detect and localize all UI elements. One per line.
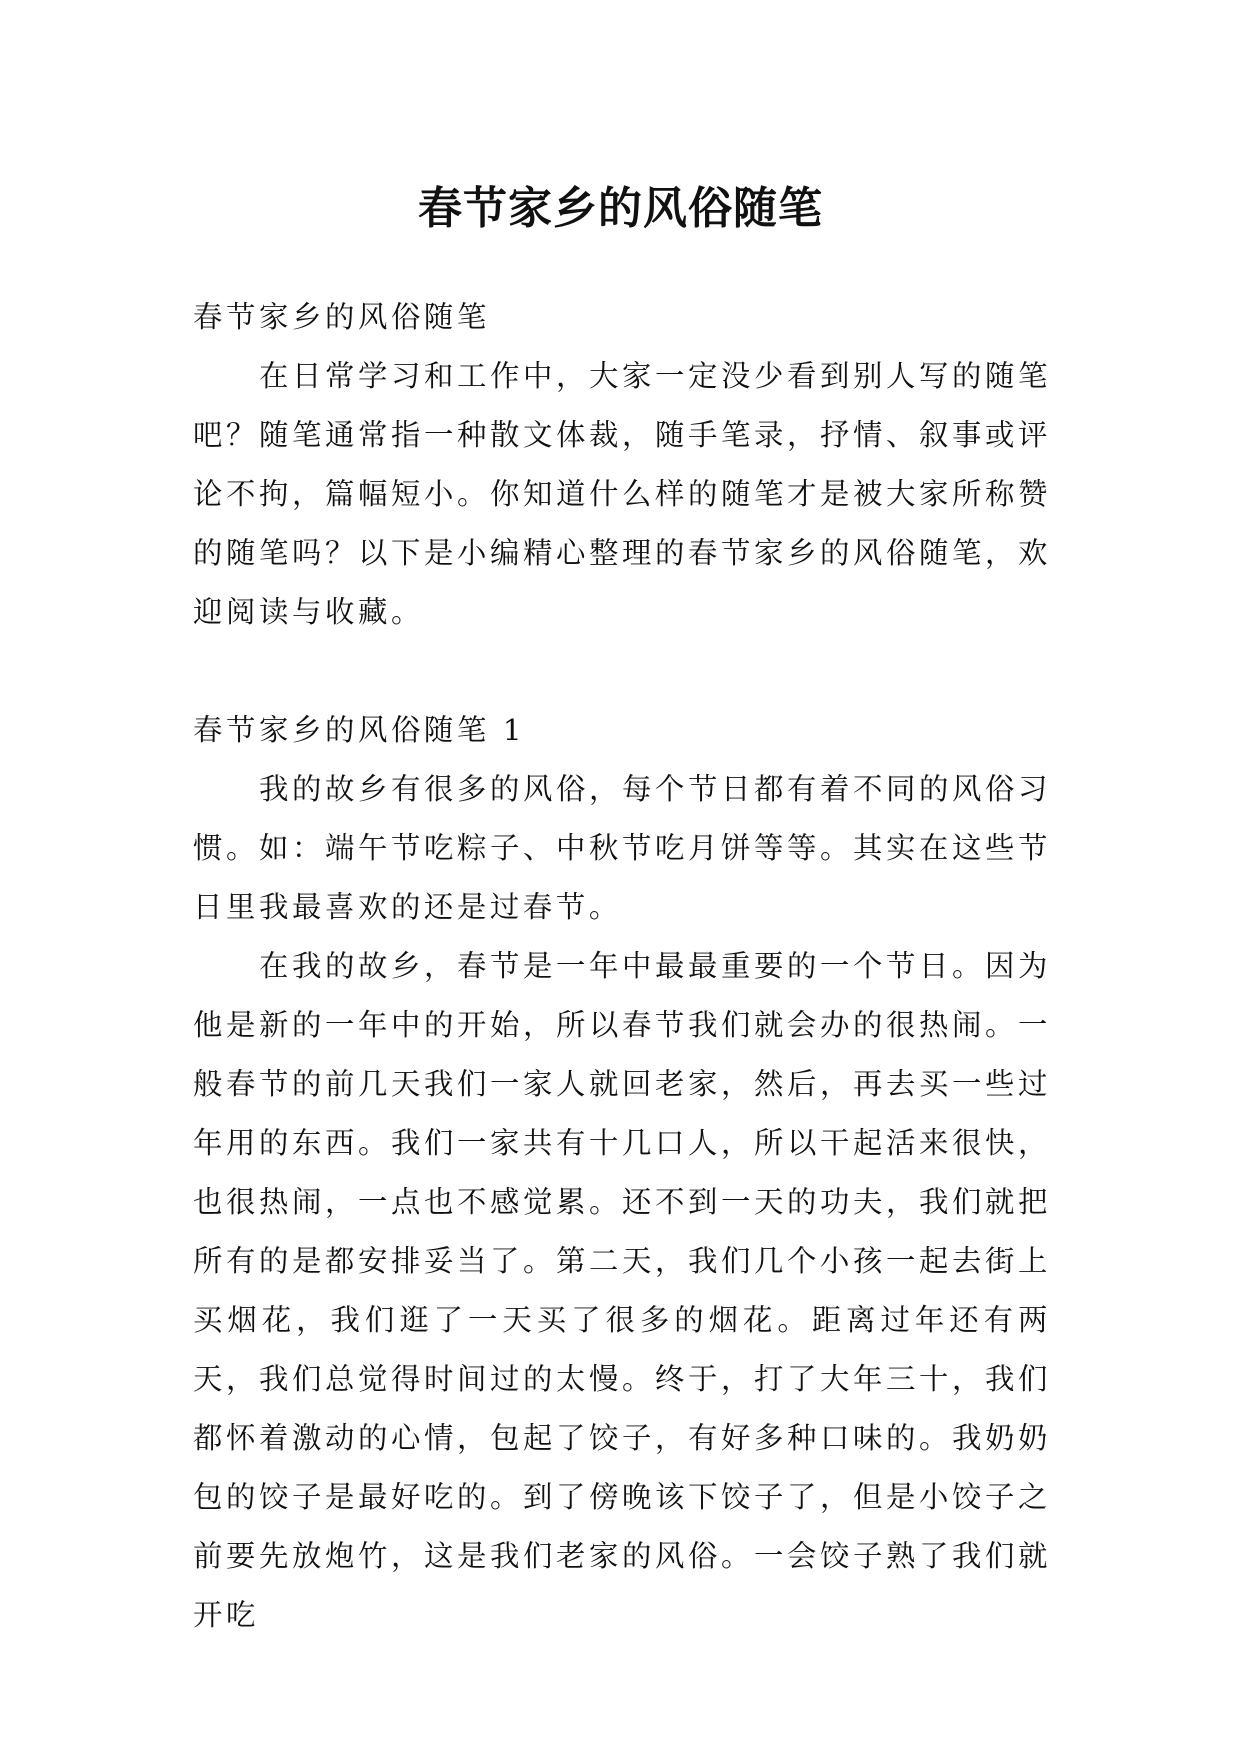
document-title: 春节家乡的风俗随笔	[418, 183, 823, 235]
subtitle: 春节家乡的风俗随笔	[193, 300, 490, 334]
document-body	[193, 288, 1051, 1645]
intro-paragraph: 在日常学习和工作中，大家一定没少看到别人写的随笔吧？随笔通常指一种散文体裁，随手笔录，抒情、叙事或评论不拘，篇幅短小。你知道什么样的随笔才是被大家所称赞的随笔吗？以下是小编精心整理的春节家乡的风俗随笔，欢迎阅读与收藏。	[193, 359, 1051, 629]
body-paragraph: 我的故乡有很多的风俗，每个节日都有着不同的风俗习惯。如：端午节吃粽子、中秋节吃月饼等等。其实在这些节日里我最喜欢的还是过春节。	[193, 772, 1051, 924]
body-paragraph: 在我的故乡，春节是一年中最最重要的一个节日。因为他是新的一年中的开始，所以春节我们就会办的很热闹。一般春节的前几天我们一家人就回老家，然后，再去买一些过年用的东西。我们一家共有十几口人，所以干起活来很快，也很热闹，一点也不感觉累。还不到一天的功夫，我们就把所有的是都安排妥当了。第二天，我们几个小孩一起去街上买烟花，我们逛了一天买了很多的烟花。距离过年还有两天，我们总觉得时间过的太慢。终于，打了大年三十，我们都怀着激动的心情，包起了饺子，有好多种口味的。我奶奶包的饺子是最好吃的。到了傍晚该下饺子了，但是小饺子之前要先放炮竹，这是我们老家的风俗。一会饺子熟了我们就开吃	[193, 949, 1051, 1632]
section-heading: 春节家乡的风俗随笔 1	[193, 713, 526, 747]
section-gap	[193, 642, 1051, 701]
